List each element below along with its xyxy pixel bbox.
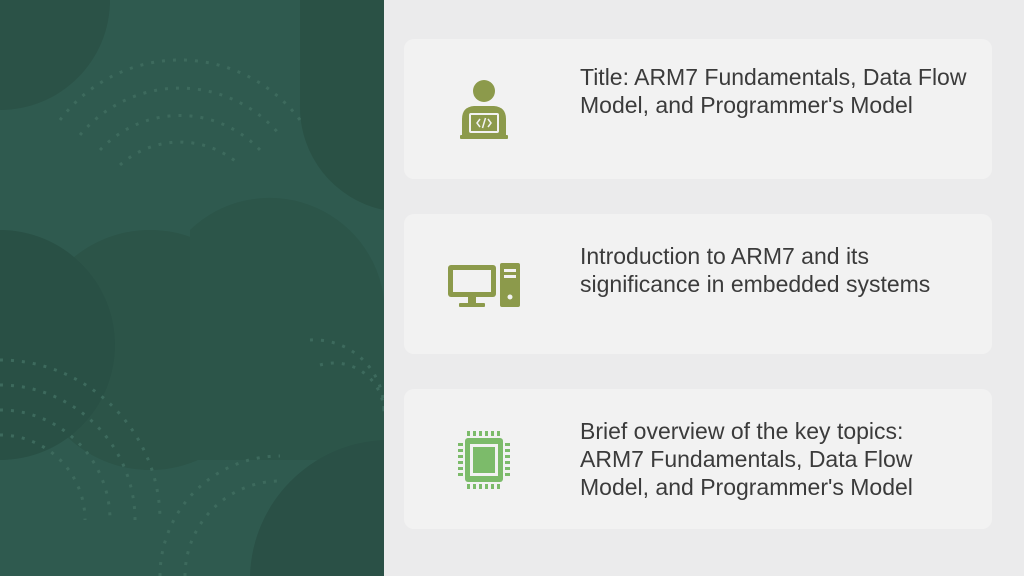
card-introduction [404,214,992,354]
card-overview [404,389,992,529]
cpu-chip-icon [444,429,524,491]
card-text: Introduction to ARM7 and its significance in embedded systems [580,243,931,297]
card-title [404,39,992,179]
decorative-pattern-panel [0,0,384,576]
card-text: Brief overview of the key topics: ARM7 Fundamentals, Data Flow Model, and Programmer's Model [580,418,913,500]
desktop-computer-icon [444,254,524,316]
card-text: Title: ARM7 Fundamentals, Data Flow Model, and Programmer's Model [580,64,967,118]
decorative-pattern [0,0,384,576]
person-laptop-icon [444,79,524,141]
